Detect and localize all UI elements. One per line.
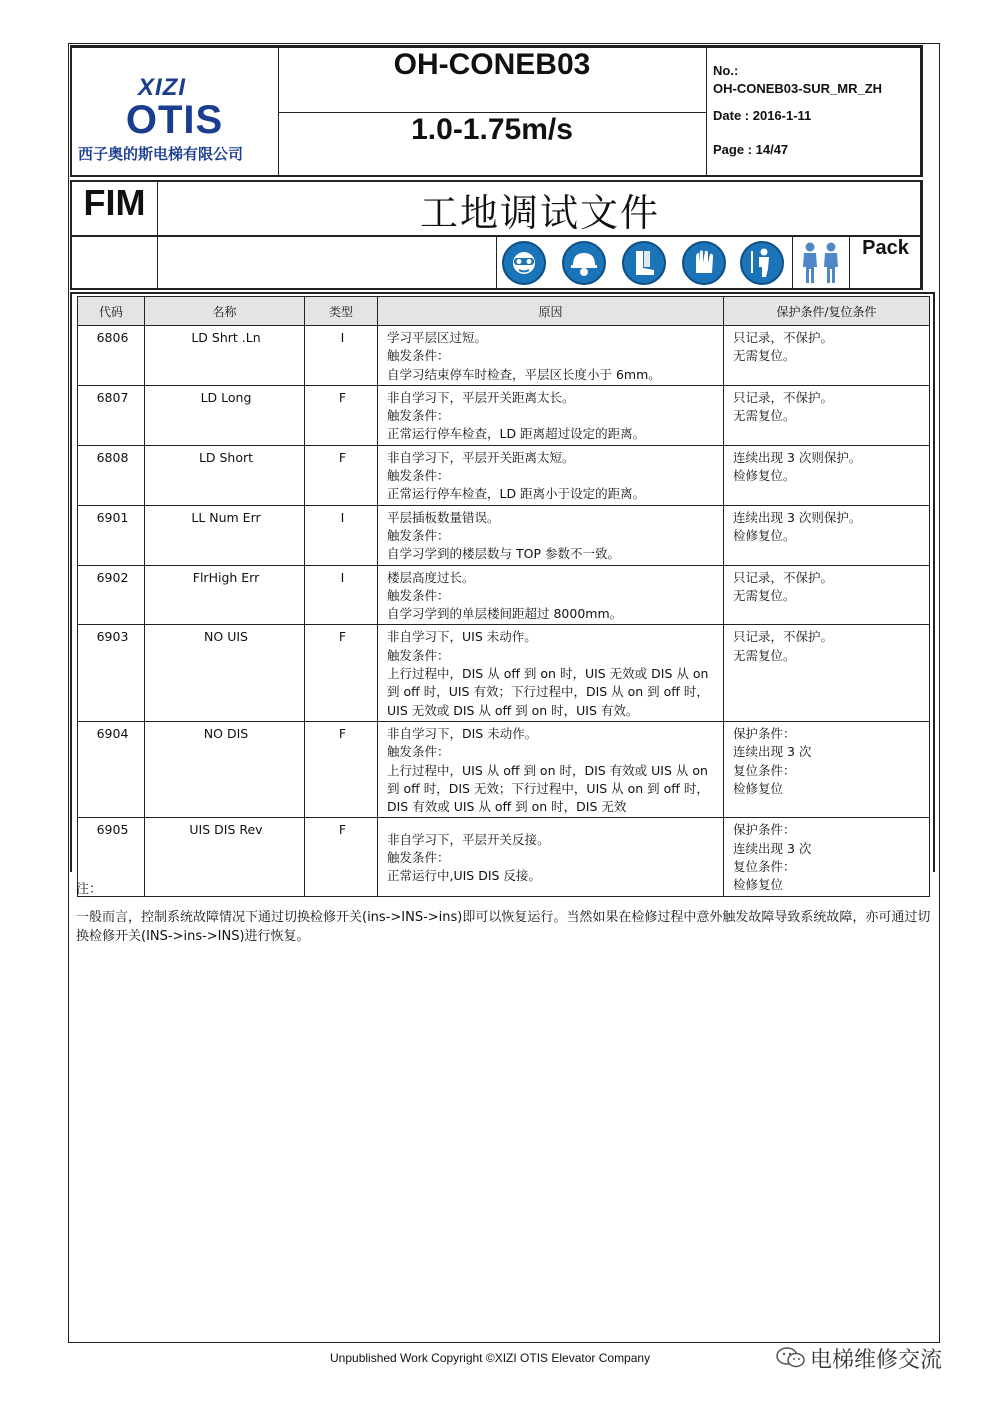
cause-line: 正常运行中,UIS DIS 反接。 (387, 868, 541, 884)
table-row (78, 505, 930, 565)
protection-line: 连续出现 3 次则保护。 (733, 449, 862, 465)
cause-line: 非自学习下，DIS 未动作。 (387, 725, 538, 741)
table-row (78, 385, 930, 445)
cause-line: 自学习结束停车时检查，平层区长度小于 6mm。 (387, 366, 661, 382)
doc-no-label: No.: (713, 63, 739, 78)
blank-cell (72, 237, 158, 288)
logo-company-name: 西子奥的斯电梯有限公司 (78, 145, 244, 163)
fault-cause (378, 721, 724, 817)
doc-date: Date : 2016-1-11 (713, 108, 812, 123)
wechat-watermark (776, 1343, 942, 1376)
cause-line: 触发条件： (387, 744, 450, 760)
cause-line: 触发条件： (387, 348, 450, 364)
protection-line: 连续出现 3 次 (733, 744, 812, 760)
cause-line: 到 off 时，DIS 无效；下行过程中，UIS 从 on 到 off 时， (387, 780, 709, 796)
cause-line: 非自学习下，平层开关距离太长。 (387, 389, 575, 405)
cause-line: 触发条件： (387, 408, 450, 424)
fault-type: F (305, 625, 378, 721)
protection-line: 无需复位。 (733, 587, 796, 603)
table-row (78, 445, 930, 505)
fault-code: 6808 (78, 445, 145, 505)
pack-label: Pack (862, 237, 909, 259)
cause-line: 正常运行停车检查，LD 距离小于设定的距离。 (387, 486, 646, 502)
fault-cause (378, 565, 724, 625)
doc-code: OH-CONEB03 (278, 48, 706, 113)
fault-code: 6903 (78, 625, 145, 721)
fault-type: F (305, 385, 378, 445)
doc-info (707, 48, 922, 177)
fault-code: 6905 (78, 818, 145, 896)
fault-code: 6807 (78, 385, 145, 445)
protection-line: 连续出现 3 次 (733, 840, 812, 856)
fault-code: 6901 (78, 505, 145, 565)
cause-line: 非自学习下，UIS 未动作。 (387, 629, 537, 645)
protection-line: 只记录，不保护。 (733, 569, 834, 585)
fault-type: I (305, 565, 378, 625)
cause-line: 到 off 时，UIS 有效；下行过程中，DIS 从 on 到 off 时， (387, 684, 709, 700)
cause-line: 上行过程中，DIS 从 off 到 on 时，UIS 无效或 DIS 从 on (387, 666, 709, 682)
cause-line: 自学习学到的单层楼间距超过 8000mm。 (387, 606, 623, 622)
fault-type: I (305, 326, 378, 386)
fault-name: FlrHigh Err (145, 565, 305, 625)
table-header-row (78, 297, 930, 326)
note-section (76, 880, 931, 946)
protection-line: 连续出现 3 次则保护。 (733, 509, 862, 525)
col-header-name: 名称 (145, 297, 305, 326)
cause-line: 触发条件： (387, 468, 450, 484)
table-row (78, 326, 930, 386)
col-header-cause: 原因 (378, 297, 724, 326)
fault-protection (724, 326, 930, 386)
cause-line: 触发条件： (387, 587, 450, 603)
cause-line: 楼层高度过长。 (387, 569, 475, 585)
protection-line: 检修复位 (733, 780, 784, 796)
protection-line: 无需复位。 (733, 647, 796, 663)
col-header-code: 代码 (78, 297, 145, 326)
fault-protection (724, 565, 930, 625)
note-label: 注： (76, 882, 103, 897)
title-cell (278, 48, 707, 177)
protection-line: 复位条件： (733, 859, 796, 875)
table-row (78, 721, 930, 817)
fault-name: LD Long (145, 385, 305, 445)
note-text: 一般而言，控制系统故障情况下通过切换检修开关(ins->INS->ins)即可以恢复运行。当然如果在检修过程中意外触发故障导致系统故障，亦可通过切换检修开关(INS->ins->INS)进行恢复。 (76, 910, 931, 944)
fault-protection (724, 445, 930, 505)
protection-line: 检修复位 (733, 877, 784, 893)
document-header (70, 45, 923, 177)
cause-line: UIS 无效或 DIS 从 off 到 on 时，UIS 有效。 (387, 702, 639, 718)
speed-range: 1.0-1.75m/s (411, 113, 573, 146)
protection-line: 检修复位。 (733, 527, 796, 543)
cause-line: 学习平层区过短。 (387, 330, 488, 345)
glove-icon (682, 241, 726, 285)
fault-name: LD Shrt .Ln (145, 326, 305, 386)
fault-type: F (305, 721, 378, 817)
blank-cell (158, 237, 497, 288)
logo-otis-text: OTIS (125, 98, 224, 142)
protection-line: 检修复位。 (733, 468, 796, 484)
protection-line: 保护条件： (733, 822, 796, 838)
fault-protection (724, 721, 930, 817)
fault-code: 6806 (78, 326, 145, 386)
col-header-protection: 保护条件/复位条件 (724, 297, 930, 326)
fault-code: 6902 (78, 565, 145, 625)
cause-line: 自学习学到的楼层数与 TOP 参数不一致。 (387, 546, 620, 562)
fault-name: NO DIS (145, 721, 305, 817)
fault-code: 6904 (78, 721, 145, 817)
protection-line: 只记录，不保护。 (733, 629, 834, 645)
fault-code-table (77, 296, 930, 897)
fault-protection (724, 505, 930, 565)
harness-icon (740, 241, 784, 285)
company-logo (72, 48, 279, 177)
fault-type: I (305, 505, 378, 565)
two-person-icon (792, 237, 850, 288)
fault-name: LD Short (145, 445, 305, 505)
cause-line: 非自学习下，平层开关距离太短。 (387, 449, 575, 465)
fault-protection (724, 625, 930, 721)
cause-line: 平层插板数量错误。 (387, 509, 500, 525)
cause-line: 正常运行停车检查，LD 距离超过设定的距离。 (387, 426, 646, 442)
fim-title: 工地调试文件 (419, 191, 660, 235)
fim-row (70, 180, 923, 237)
cause-line: 非自学习下，平层开关反接。 (387, 831, 550, 847)
wechat-icon (776, 1346, 806, 1376)
fault-protection (724, 385, 930, 445)
protection-line: 复位条件： (733, 762, 796, 778)
copyright-footer: Unpublished Work Copyright ©XIZI OTIS Elevator Company (330, 1351, 651, 1365)
fault-cause (378, 385, 724, 445)
protection-line: 无需复位。 (733, 348, 796, 364)
wechat-account-name: 电梯维修交流 (810, 1348, 943, 1373)
safety-boot-icon (622, 241, 666, 285)
cause-line: 触发条件： (387, 647, 450, 663)
ppe-icon-row (70, 236, 923, 290)
fault-name: UIS DIS Rev (145, 818, 305, 896)
cause-line: 触发条件： (387, 849, 450, 865)
protection-line: 无需复位。 (733, 408, 796, 424)
helmet-icon (562, 241, 606, 285)
fault-name: LL Num Err (145, 505, 305, 565)
fault-cause (378, 505, 724, 565)
fault-cause (378, 445, 724, 505)
doc-page: Page : 14/47 (713, 142, 789, 157)
protection-line: 保护条件： (733, 725, 796, 741)
logo-xizi-text: XIZI (137, 74, 186, 101)
doc-no-value: OH-CONEB03-SUR_MR_ZH (713, 81, 883, 96)
fault-name: NO UIS (145, 625, 305, 721)
col-header-type: 类型 (305, 297, 378, 326)
fault-cause (378, 326, 724, 386)
table-row (78, 565, 930, 625)
protection-line: 只记录，不保护。 (733, 330, 834, 345)
goggles-icon (502, 241, 546, 285)
fault-type: F (305, 445, 378, 505)
table-row (78, 625, 930, 721)
fault-type: F (305, 818, 378, 896)
cause-line: 上行过程中，UIS 从 off 到 on 时，DIS 有效或 UIS 从 on (387, 762, 708, 778)
cause-line: DIS 有效或 UIS 从 off 到 on 时，DIS 无效 (387, 799, 627, 815)
cause-line: 触发条件： (387, 527, 450, 543)
fault-cause (378, 625, 724, 721)
fim-label: FIM (72, 182, 158, 235)
protection-line: 只记录，不保护。 (733, 389, 834, 405)
